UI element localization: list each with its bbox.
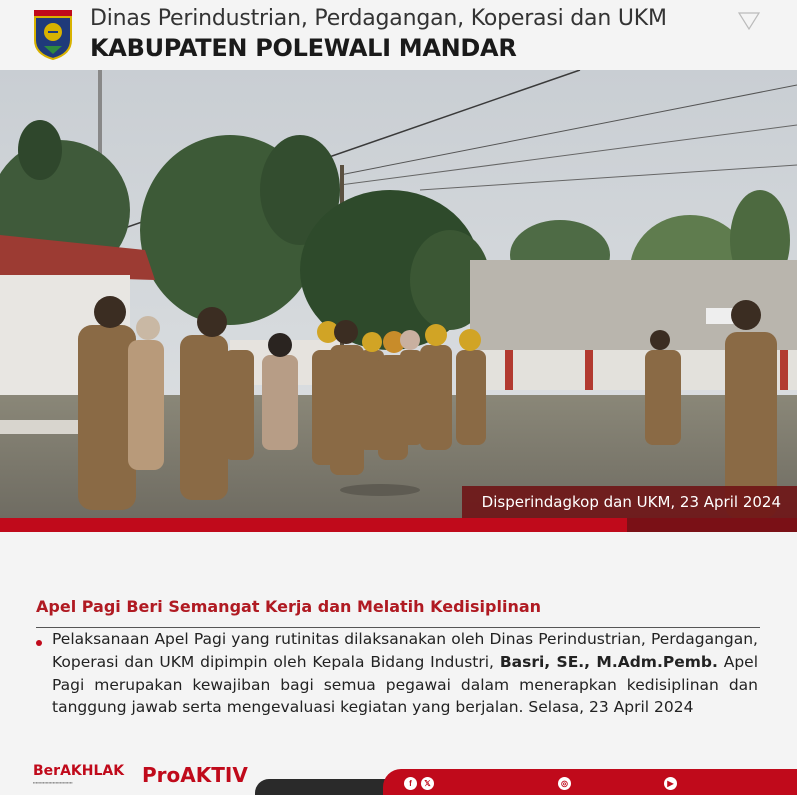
agency-name: Dinas Perindustrian, Perdagangan, Koperasi dan UKM bbox=[90, 6, 667, 31]
footer bbox=[0, 755, 797, 795]
photo-caption: Disperindagkop dan UKM, 23 April 2024 bbox=[462, 486, 797, 518]
social-bar bbox=[383, 769, 797, 795]
instagram-icon[interactable]: ◎ bbox=[558, 777, 571, 790]
proaktiv-logo bbox=[142, 763, 248, 787]
bullet-dot-icon bbox=[36, 640, 42, 646]
article-body bbox=[52, 628, 758, 719]
article-headline: Apel Pagi Beri Semangat Kerja dan Melatih Kedisiplinan bbox=[36, 597, 542, 616]
berakhlak-tagline-graphic: ▪▪▪▪▪▪▪▪▪▪▪▪▪▪▪▪▪▪▪▪▪▪▪▪▪▪▪▪ bbox=[33, 780, 73, 785]
berakhlak-prefix: Ber bbox=[33, 763, 61, 779]
accent-band-dark bbox=[627, 518, 797, 532]
berakhlak-suffix: AKHLAK bbox=[60, 763, 125, 779]
event-photo bbox=[0, 70, 797, 518]
regency-name: KABUPATEN POLEWALI MANDAR bbox=[90, 34, 517, 62]
header bbox=[0, 0, 797, 70]
proaktiv-wordmark: ProAKTIV bbox=[142, 763, 248, 787]
body-text-after: Apel Pagi merupakan kewajiban bagi semua pegawai dalam menerapkan kedisiplinan dan tanggung jawab serta mengevaluasi kegiatan yang berjalan. Selasa, 23 April 2024 bbox=[52, 652, 758, 717]
body-text-before: Pelaksanaan Apel Pagi yang rutinitas dilaksanakan oleh Dinas Perindustrian, Perdagangan, Koperasi dan UKM dipimpin oleh Kepala Bidang Industri, bbox=[52, 630, 758, 671]
x-icon[interactable]: 𝕏 bbox=[421, 777, 434, 790]
accent-band bbox=[0, 518, 797, 532]
official-name: Basri, SE., M.Adm.Pemb. bbox=[499, 652, 718, 671]
facebook-icon[interactable]: f bbox=[404, 777, 417, 790]
youtube-icon[interactable]: ▶ bbox=[664, 777, 677, 790]
social-bar-accent bbox=[255, 779, 385, 795]
berakhlak-logo bbox=[33, 763, 133, 785]
polewali-mandar-crest-icon bbox=[32, 10, 74, 60]
triangle-down-icon bbox=[738, 12, 760, 30]
